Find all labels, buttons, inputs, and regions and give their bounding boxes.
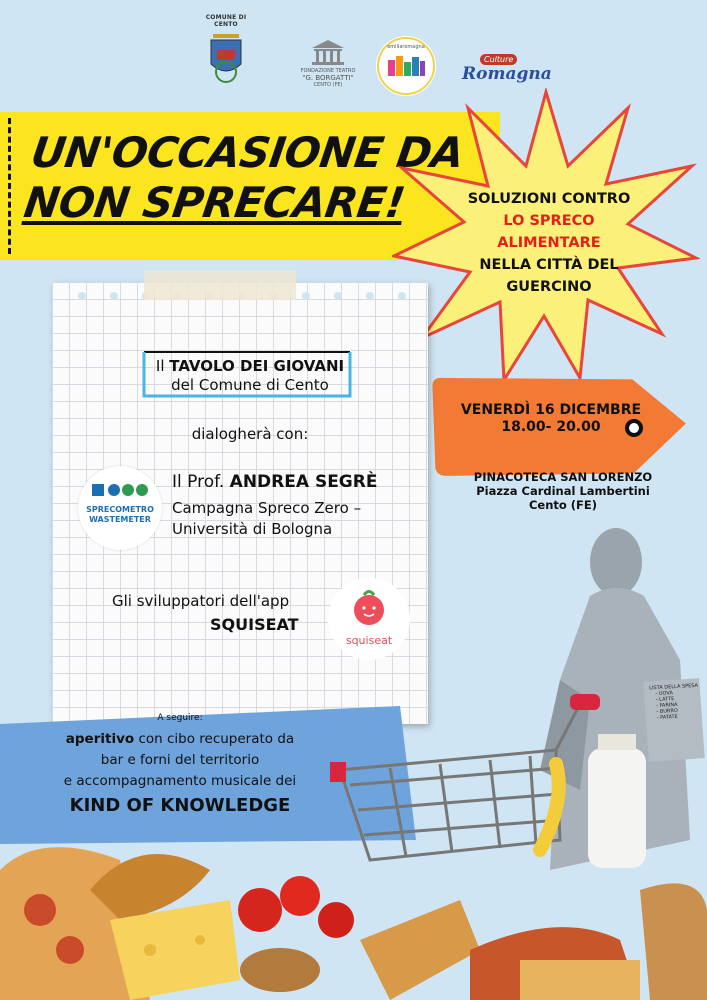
shopping-list-item: - BURRO	[656, 707, 679, 716]
burst-line-5: GUERCINO	[506, 279, 592, 295]
tavolo-prefix: Il	[155, 357, 170, 375]
tavolo-title: TAVOLO DEI GIOVANI	[169, 357, 345, 375]
comune-di-cento-logo	[196, 14, 256, 92]
shopping-list-item: - FARINA	[656, 701, 678, 710]
headline-line-2: NON SPRECARE!	[21, 178, 408, 227]
prof-name-bold: ANDREA SEGRÈ	[229, 472, 378, 492]
coat-of-arms-icon	[201, 28, 251, 88]
theatre-caption-1: FONDAZIONE TEATRO	[300, 68, 356, 74]
bakeries-line: bar e forni del territorio	[100, 752, 260, 768]
band-name: KIND OF KNOWLEDGE	[69, 795, 291, 816]
shopping-list-title: LISTA DELLA SPESA	[649, 682, 699, 692]
burst-line-2: LO SPRECO	[503, 213, 595, 229]
burst-line-1: SOLUZIONI CONTRO	[467, 191, 631, 207]
developers-text: Gli sviluppatori dell'app	[112, 592, 290, 610]
city-caption: COMUNE DI CENTO	[205, 14, 247, 28]
food-collage	[0, 830, 707, 1000]
romagna-culture-logo	[462, 54, 552, 88]
emilia-romagna-label: emiliaromagna	[387, 44, 425, 50]
romagna-word: Romagna	[462, 64, 552, 84]
professor-name	[172, 472, 377, 492]
sprecometro-icon	[78, 466, 162, 506]
romagna-tag: Culture	[480, 54, 517, 65]
burst-line-4: NELLA CITTÀ DEL	[479, 257, 619, 273]
aperitivo-line	[30, 731, 330, 747]
music-line: e accompagnamento musicale dei	[63, 773, 297, 789]
teatro-borgatti-logo	[288, 38, 368, 88]
followup-label: A seguire:	[157, 713, 203, 723]
shopping-list-item: - UOVA	[655, 690, 674, 698]
app-name: SQUISEAT	[210, 615, 299, 634]
university-text: Università di Bologna	[172, 520, 333, 538]
shopping-list-item: - LATTE	[655, 696, 675, 704]
venue-name: PINACOTECA SAN LORENZO	[473, 470, 653, 484]
prof-prefix: Il Prof.	[172, 472, 230, 492]
tavolo-line-2: del Comune di Cento	[171, 376, 329, 394]
aperitivo-rest: con cibo recuperato da	[134, 731, 295, 747]
campaign-text: Campagna Spreco Zero –	[172, 499, 362, 517]
theatre-building-icon	[308, 38, 348, 66]
aperitivo-bold: aperitivo	[65, 731, 135, 747]
tavolo-line-1	[140, 357, 360, 375]
starburst-text	[444, 188, 654, 298]
sprecometro-label: SPRECOMETRO	[86, 505, 154, 514]
event-date: VENERDÌ 16 DICEMBRE	[460, 402, 642, 418]
tape-strip	[144, 270, 296, 300]
venue-address: Piazza Cardinal Lambertini	[476, 484, 650, 498]
event-time: 18.00- 20.00	[501, 419, 601, 435]
burst-line-3: ALIMENTARE	[497, 235, 601, 251]
banner-dashes	[8, 118, 15, 254]
venue-city: Cento (FE)	[528, 498, 598, 512]
theatre-caption-2: "G. BORGATTI"	[302, 74, 354, 82]
squiseat-logo	[328, 578, 410, 660]
squiseat-wordmark: squiseat	[345, 634, 393, 647]
tomato-icon	[328, 578, 410, 638]
shopping-list-item: - PATATE	[656, 713, 678, 722]
headline-line-1: UN'OCCASIONE DA	[28, 128, 467, 177]
theatre-caption-3: CENTO (FE)	[313, 82, 343, 88]
dialog-text: dialogherà con:	[191, 425, 309, 443]
wastemeter-label: WASTEMETER	[89, 515, 151, 524]
